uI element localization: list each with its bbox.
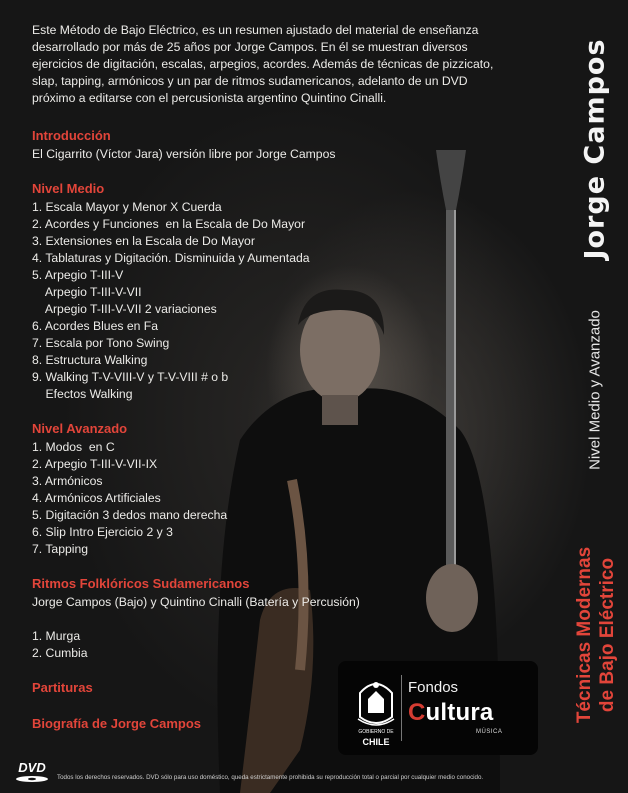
list-item: 9. Walking T-V-VIII-V y T-V-VIII # o b bbox=[32, 370, 229, 384]
product-title-line2: de Bajo Eléctrico bbox=[597, 557, 618, 713]
list-item: 5. Digitación 3 dedos mano derecha bbox=[32, 508, 228, 522]
dvd-logo-text: DVD bbox=[18, 760, 46, 775]
section-title: Nivel Medio bbox=[32, 181, 105, 196]
list-item: 2. Cumbia bbox=[32, 646, 88, 660]
section-subtitle: Jorge Campos (Bajo) y Quintino Cinalli (Batería y Percusión) bbox=[32, 595, 360, 609]
seal-small-label: GOBIERNO DE bbox=[358, 729, 394, 735]
artist-name-vertical bbox=[575, 38, 615, 260]
seal-label bbox=[348, 727, 404, 747]
section-partituras: Partituras bbox=[32, 680, 93, 695]
list-item: Arpegio T-III-V-VII 2 variaciones bbox=[32, 302, 217, 316]
list-item: 6. Acordes Blues en Fa bbox=[32, 319, 159, 333]
product-title-vertical bbox=[568, 530, 628, 740]
intro-paragraph: Este Método de Bajo Eléctrico, es un resumen ajustado del material de enseñanza desarrollado por más de 25 años por Jorge Campos. En él se muestran diversos ejercicios de digitación, escalas, arpegios, acordes. Además de técnicas de pizzicato, slap, tapping, armónicos y un par de ritmos sudamericanos, adelanto de un DVD próximo a editarse con el percusionista argentino Quintino Cinalli. bbox=[32, 23, 494, 105]
section-nivel-medio bbox=[32, 180, 482, 403]
list-item: Efectos Walking bbox=[32, 387, 133, 401]
cultura-wordmark bbox=[408, 699, 493, 727]
level-label: Nivel Medio y Avanzado bbox=[586, 310, 604, 470]
list-item: 2. Acordes y Funciones en la Escala de Do Mayor bbox=[32, 217, 306, 231]
logo-divider bbox=[401, 675, 402, 741]
list-item: El Cigarrito (Víctor Jara) versión libre por Jorge Campos bbox=[32, 147, 336, 161]
list-item: 1. Modos en C bbox=[32, 440, 115, 454]
section-title: Ritmos Folklóricos Sudamericanos bbox=[32, 576, 250, 591]
list-item: 7. Escala por Tono Swing bbox=[32, 336, 170, 350]
list-item: 5. Arpegio T-III-V bbox=[32, 268, 124, 282]
list-item: 3. Extensiones en la Escala de Do Mayor bbox=[32, 234, 255, 248]
list-item: 7. Tapping bbox=[32, 542, 89, 556]
section-ritmos bbox=[32, 575, 482, 662]
dvd-logo-icon bbox=[12, 758, 52, 784]
cultura-c: C bbox=[408, 699, 426, 726]
level-vertical bbox=[580, 290, 610, 490]
artist-name: Jorge Campos bbox=[579, 38, 611, 260]
musica-label: MÚSICA bbox=[476, 729, 503, 735]
list-item: 6. Slip Intro Ejercicio 2 y 3 bbox=[32, 525, 173, 539]
seal-country: CHILE bbox=[362, 737, 390, 747]
fondos-cultura-logo bbox=[338, 661, 538, 755]
list-item: 1. Murga bbox=[32, 629, 81, 643]
product-title-line1: Técnicas Modernas bbox=[574, 546, 595, 724]
chile-seal-icon bbox=[354, 673, 398, 733]
section-title: Nivel Avanzado bbox=[32, 421, 128, 436]
section-nivel-avanzado bbox=[32, 420, 482, 558]
list-item: Arpegio T-III-V-VII bbox=[32, 285, 142, 299]
list-item: 3. Armónicos bbox=[32, 474, 103, 488]
section-introduccion bbox=[32, 127, 482, 163]
cultura-rest: ultura bbox=[425, 699, 494, 726]
list-item: 4. Tablaturas y Digitación. Disminuida y Aumentada bbox=[32, 251, 310, 265]
fondos-label: Fondos bbox=[408, 679, 459, 696]
list-item: 1. Escala Mayor y Menor X Cuerda bbox=[32, 200, 222, 214]
list-item: 4. Armónicos Artificiales bbox=[32, 491, 161, 505]
copyright-note: Todos los derechos reservados. DVD sólo para uso doméstico, queda estrictamente prohibida su reproducción total o parcial por cualquier medio conocido. bbox=[57, 774, 484, 781]
section-biografia: Biografía de Jorge Campos bbox=[32, 716, 202, 731]
list-item: 8. Estructura Walking bbox=[32, 353, 148, 367]
list-item: 2. Arpegio T-III-V-VII-IX bbox=[32, 457, 158, 471]
section-title: Introducción bbox=[32, 128, 111, 143]
